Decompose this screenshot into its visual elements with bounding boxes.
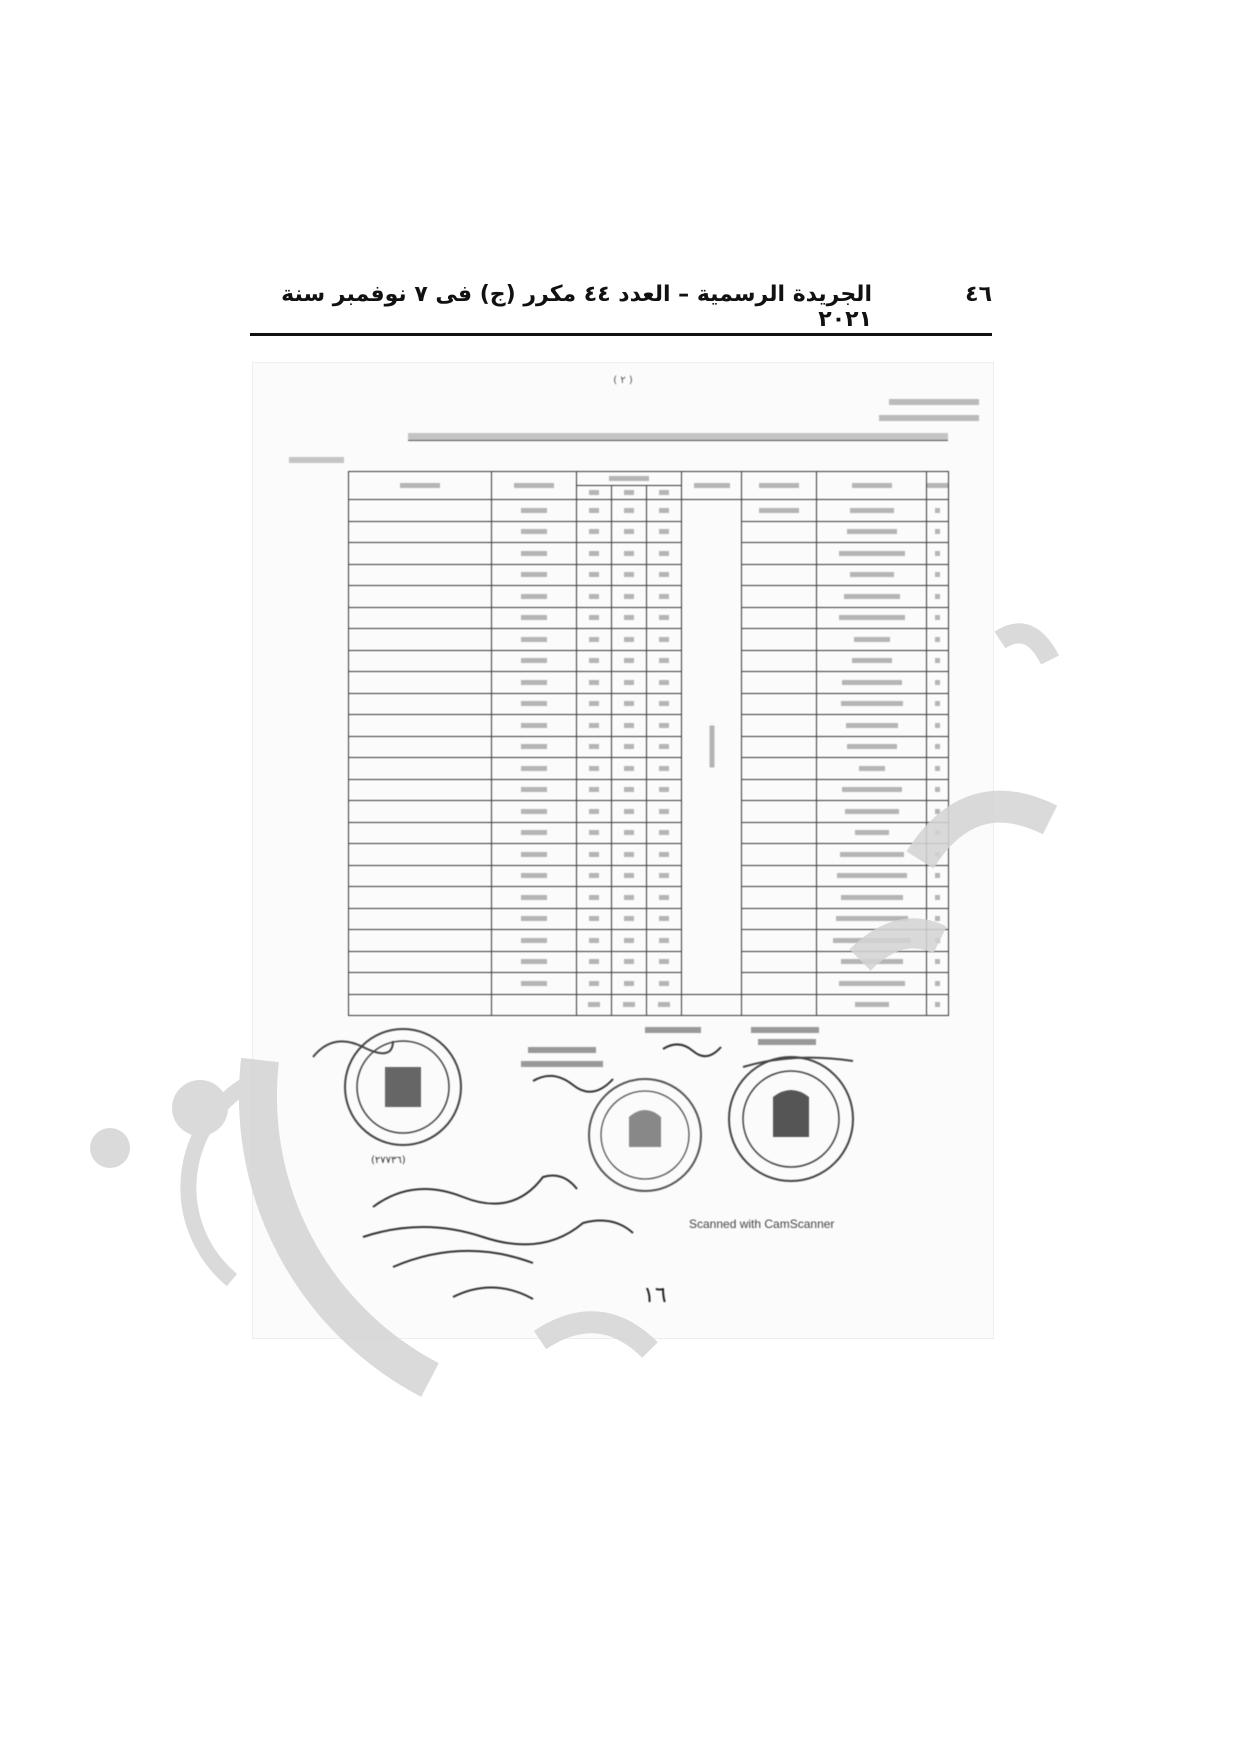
table-cell (647, 672, 682, 694)
table-cell (349, 564, 492, 586)
table-cell (612, 801, 647, 823)
signature-title-4 (521, 1061, 603, 1067)
table-cell (612, 693, 647, 715)
table-header-cell (577, 486, 612, 500)
table-cell (927, 887, 949, 909)
table-cell (742, 586, 817, 608)
table-header-cell (612, 486, 647, 500)
table-cell (492, 887, 577, 909)
table-cell (742, 865, 817, 887)
table-cell (612, 779, 647, 801)
table-cell (927, 543, 949, 565)
table-cell (927, 564, 949, 586)
page-number: ٤٦ (965, 282, 992, 307)
signatures-svg (253, 1027, 993, 1327)
table-cell (349, 736, 492, 758)
table-cell (577, 564, 612, 586)
table-cell (647, 844, 682, 866)
table-cell (742, 607, 817, 629)
table-cell (647, 650, 682, 672)
table-row (349, 736, 949, 758)
table-cell (927, 521, 949, 543)
basin-merged-cell (682, 500, 742, 995)
table-row (349, 930, 949, 952)
table-cell (349, 500, 492, 522)
table-row (349, 693, 949, 715)
table-cell (612, 564, 647, 586)
table-cell (817, 758, 927, 780)
table-cell (817, 607, 927, 629)
table-cell (817, 844, 927, 866)
table-cell (647, 951, 682, 973)
table-cell (927, 693, 949, 715)
table-cell (817, 930, 927, 952)
table-cell (349, 822, 492, 844)
table-cell (927, 715, 949, 737)
table-cell (742, 500, 817, 522)
table-row (349, 629, 949, 651)
table-cell (817, 973, 927, 995)
table-cell (612, 994, 647, 1016)
table-cell (647, 994, 682, 1016)
table-cell (492, 822, 577, 844)
table-cell (612, 500, 647, 522)
table-cell (682, 994, 742, 1016)
signature-title-3 (528, 1047, 596, 1053)
table-cell (492, 650, 577, 672)
table-cell (742, 543, 817, 565)
table-cell (612, 521, 647, 543)
table-row (349, 672, 949, 694)
table-cell (577, 887, 612, 909)
table-cell (817, 951, 927, 973)
table-cell (647, 887, 682, 909)
table-cell (927, 951, 949, 973)
table-cell (577, 500, 612, 522)
table-cell (742, 779, 817, 801)
table-cell (742, 973, 817, 995)
table-cell (647, 930, 682, 952)
table-cell (927, 822, 949, 844)
table-cell (647, 736, 682, 758)
table-cell (927, 994, 949, 1016)
table-cell (647, 758, 682, 780)
table-header-cell (647, 486, 682, 500)
table-cell (577, 951, 612, 973)
table-row (349, 715, 949, 737)
table-cell (927, 973, 949, 995)
table-cell (492, 951, 577, 973)
table-cell (612, 887, 647, 909)
table-cell (612, 758, 647, 780)
table-cell (742, 758, 817, 780)
table-cell (577, 693, 612, 715)
table-cell (647, 801, 682, 823)
table-cell (577, 801, 612, 823)
table-cell (817, 693, 927, 715)
right-seal (729, 1057, 853, 1181)
table-row (349, 951, 949, 973)
table-cell (927, 779, 949, 801)
table-cell (349, 607, 492, 629)
table-row (349, 564, 949, 586)
table-cell (612, 908, 647, 930)
table-cell (647, 908, 682, 930)
document-subject (408, 433, 948, 441)
table-cell (492, 758, 577, 780)
table-cell (647, 521, 682, 543)
table-cell (742, 951, 817, 973)
table-cell (927, 736, 949, 758)
table-cell (612, 865, 647, 887)
table-cell (577, 930, 612, 952)
table-cell (927, 801, 949, 823)
table-row (349, 586, 949, 608)
table-cell (647, 564, 682, 586)
table-header-cell (349, 472, 492, 500)
table-cell (817, 672, 927, 694)
table-cell (817, 500, 927, 522)
table-cell (577, 822, 612, 844)
table-cell (612, 736, 647, 758)
table-cell (817, 543, 927, 565)
signature-title-5 (758, 1039, 816, 1045)
table-cell (647, 607, 682, 629)
table-cell (742, 844, 817, 866)
table-cell (927, 930, 949, 952)
signatures-area (253, 1027, 993, 1327)
table-row (349, 822, 949, 844)
table-cell (817, 994, 927, 1016)
table-cell (577, 973, 612, 995)
table-cell (742, 715, 817, 737)
table-cell (349, 543, 492, 565)
table-cell (349, 758, 492, 780)
table-cell (647, 693, 682, 715)
table-cell (492, 994, 577, 1016)
land-table (348, 471, 949, 1016)
table-cell (647, 500, 682, 522)
table-cell (612, 973, 647, 995)
table-cell (742, 736, 817, 758)
table-cell (349, 844, 492, 866)
table-cell (349, 693, 492, 715)
table-row (349, 844, 949, 866)
table-cell (817, 779, 927, 801)
table-row (349, 801, 949, 823)
table-header-cell (682, 472, 742, 500)
table-cell (577, 543, 612, 565)
table-cell (817, 887, 927, 909)
table-row (349, 994, 949, 1016)
table-row (349, 650, 949, 672)
table-cell (349, 951, 492, 973)
table-cell (817, 801, 927, 823)
table-cell (647, 715, 682, 737)
table-cell (577, 844, 612, 866)
table-cell (492, 865, 577, 887)
issuing-office (879, 393, 979, 421)
table-cell (647, 629, 682, 651)
table-cell (742, 930, 817, 952)
table-cell (577, 607, 612, 629)
table-cell (742, 801, 817, 823)
table-cell (817, 564, 927, 586)
left-seal (313, 1029, 461, 1145)
table-cell (612, 844, 647, 866)
table-row (349, 521, 949, 543)
table-cell (349, 650, 492, 672)
table-row (349, 973, 949, 995)
table-cell (817, 650, 927, 672)
table-cell (817, 629, 927, 651)
table-cell (927, 607, 949, 629)
table-row (349, 500, 949, 522)
scan-page-number: ١٦ (643, 1283, 667, 1308)
table-cell (492, 930, 577, 952)
table-cell (742, 521, 817, 543)
table-cell (742, 650, 817, 672)
table-cell (612, 822, 647, 844)
table-cell (577, 715, 612, 737)
table-cell (577, 994, 612, 1016)
table-cell (349, 715, 492, 737)
table-cell (647, 586, 682, 608)
table-cell (492, 908, 577, 930)
table-cell (349, 865, 492, 887)
unit-note (289, 457, 344, 463)
table-cell (927, 844, 949, 866)
table-cell (742, 887, 817, 909)
table-cell (492, 693, 577, 715)
table-cell (492, 715, 577, 737)
table-header-cell (817, 472, 927, 500)
table-cell (742, 822, 817, 844)
table-cell (577, 650, 612, 672)
table-cell (647, 822, 682, 844)
table-cell (492, 500, 577, 522)
table-header-cell (927, 472, 949, 500)
table-cell (742, 908, 817, 930)
table-row (349, 908, 949, 930)
table-cell (349, 629, 492, 651)
table-cell (349, 908, 492, 930)
table-cell (492, 736, 577, 758)
table-cell (647, 543, 682, 565)
table-cell (612, 951, 647, 973)
table-cell (349, 973, 492, 995)
table-cell (817, 865, 927, 887)
table-cell (612, 607, 647, 629)
table-cell (612, 586, 647, 608)
table-cell (742, 994, 817, 1016)
table-cell (349, 930, 492, 952)
table-cell (817, 521, 927, 543)
table-cell (647, 779, 682, 801)
table-cell (577, 672, 612, 694)
table-cell (349, 801, 492, 823)
table-cell (577, 736, 612, 758)
table-cell (577, 521, 612, 543)
table-cell (577, 865, 612, 887)
table-cell (349, 586, 492, 608)
table-cell (577, 629, 612, 651)
table-cell (349, 521, 492, 543)
table-cell (742, 672, 817, 694)
table-cell (349, 994, 492, 1016)
table-cell (492, 973, 577, 995)
gazette-title: الجريدة الرسمية – العدد ٤٤ مكرر (ج) فى ٧ نوفمبر سنة ٢٠٢١ (281, 282, 872, 332)
table-cell (492, 844, 577, 866)
header-divider (250, 333, 992, 336)
table-cell (927, 586, 949, 608)
table-cell (927, 672, 949, 694)
table-cell (927, 865, 949, 887)
table-cell (492, 564, 577, 586)
table-cell (927, 500, 949, 522)
table-cell (349, 672, 492, 694)
table-cell (492, 629, 577, 651)
table-row (349, 607, 949, 629)
table-cell (647, 865, 682, 887)
scanned-with-note: Scanned with CamScanner (689, 1217, 835, 1231)
table-cell (612, 930, 647, 952)
table-cell (492, 521, 577, 543)
signature-title-2 (645, 1027, 701, 1033)
table-cell (492, 779, 577, 801)
table-cell (742, 693, 817, 715)
table-cell (492, 586, 577, 608)
table-cell (612, 543, 647, 565)
table-cell (817, 908, 927, 930)
table-header-cell (492, 472, 577, 500)
table-cell (577, 586, 612, 608)
table-cell (612, 650, 647, 672)
stamp-code: (٢٧٧٣٦) (371, 1155, 406, 1166)
table-row (349, 865, 949, 887)
scanned-document (252, 362, 994, 1339)
table-cell (742, 564, 817, 586)
signature-title-1 (751, 1027, 819, 1033)
table-cell (612, 629, 647, 651)
table-header-cell (742, 472, 817, 500)
table-cell (817, 586, 927, 608)
table-cell (927, 758, 949, 780)
table-cell (927, 650, 949, 672)
table-cell (349, 887, 492, 909)
table-cell (817, 715, 927, 737)
table-cell (492, 672, 577, 694)
table-row (349, 779, 949, 801)
table-row (349, 543, 949, 565)
table-cell (817, 822, 927, 844)
table-header-row (349, 472, 949, 486)
table-cell (742, 629, 817, 651)
table-row (349, 887, 949, 909)
table-cell (817, 736, 927, 758)
table-cell (492, 801, 577, 823)
table-cell (577, 779, 612, 801)
document-number: ( ٢ ) (613, 375, 633, 386)
table-cell (612, 672, 647, 694)
table-header-cell (577, 472, 682, 486)
page-header (250, 282, 992, 332)
table-cell (927, 908, 949, 930)
table-cell (577, 908, 612, 930)
middle-seal (589, 1079, 701, 1191)
table-row (349, 758, 949, 780)
table-cell (577, 758, 612, 780)
table-cell (647, 973, 682, 995)
table-cell (492, 543, 577, 565)
table-cell (927, 629, 949, 651)
table-cell (612, 715, 647, 737)
table-cell (349, 779, 492, 801)
table-cell (492, 607, 577, 629)
